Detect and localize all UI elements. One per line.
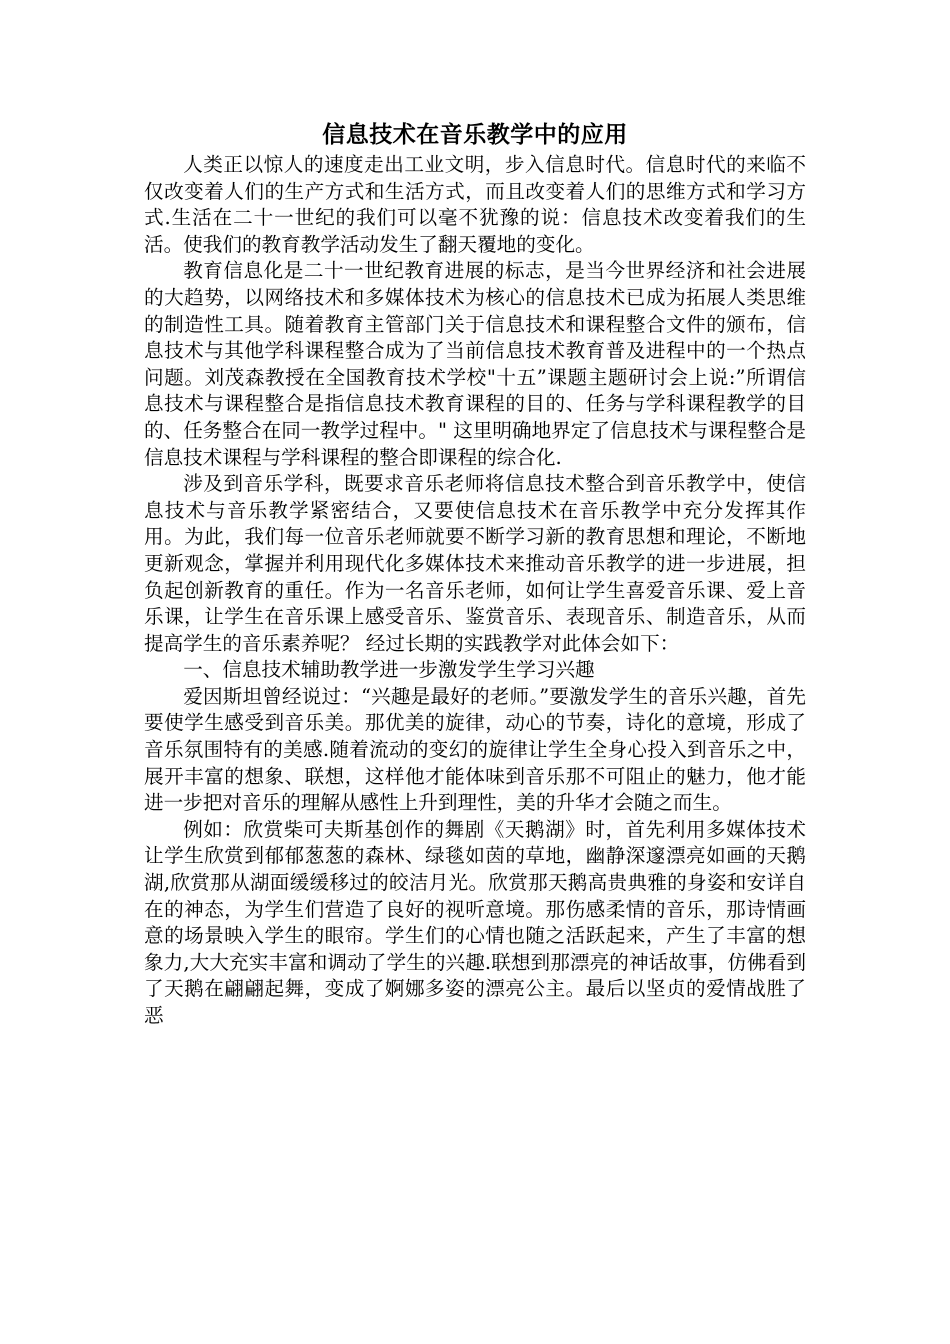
document-title: 信息技术在音乐教学中的应用 (322, 121, 628, 148)
paragraph-intro: 人类正以惊人的速度走出工业文明，步入信息时代。信息时代的来临不仅改变着人们的生产方式和生活方式，而且改变着人们的思维方式和学习方式.生活在二十一世纪的我们可以毫不犹豫的说：信息技术改变着我们的生活。使我们的教育教学活动发生了翻天覆地的变化。 (144, 153, 806, 256)
paragraph-education-informatization: 教育信息化是二十一世纪教育进展的标志，是当今世界经济和社会进展的大趋势，以网络技术和多媒体技术为核心的信息技术已成为拓展人类思维的制造性工具。随着教育主管部门关于信息技术和课程整合文件的颁布，信息技术与其他学科课程整合成为了当前信息技术教育普及进程中的一个热点问题。刘茂森教授在全国教育技术学校"十五”课题主题研讨会上说:”所谓信息技术与课程整合是指信息技术教育课程的目的、任务与学科课程教学的目的、任务整合在同一教学过程中。" 这里明确地界定了信息技术与课程整合是信息技术课程与学科课程的整合即课程的综合化. (144, 259, 806, 469)
document-page (144, 118, 806, 1030)
section-heading-1: 一、信息技术辅助教学进一步激发学生学习兴趣 (183, 658, 595, 682)
paragraph-music-subject: 涉及到音乐学科，既要求音乐老师将信息技术整合到音乐教学中，使信息技术与音乐教学紧密结合，又要使信息技术在音乐教学中充分发挥其作用。为此，我们每一位音乐老师就要不断学习新的教育思想和理论，不断地更新观念，掌握并利用现代化多媒体技术来推动音乐教学的进一步进展，担负起创新教育的重任。作为一名音乐老师，如何让学生喜爱音乐课、爱上音乐课，让学生在音乐课上感受音乐、鉴赏音乐、表现音乐、制造音乐，从而提高学生的音乐素养呢？ 经过长期的实践教学对此体会如下： (144, 472, 806, 655)
paragraph-einstein-interest: 爱因斯坦曾经说过：“兴趣是最好的老师。”要激发学生的音乐兴趣，首先要使学生感受到音乐美。那优美的旋律，动心的节奏，诗化的意境，形成了音乐氛围特有的美感.随着流动的变幻的旋律让学生全身心投入到音乐之中，展开丰富的想象、联想，这样他才能体味到音乐那不可阻止的魅力，他才能进一步把对音乐的理解从感性上升到理性，美的升华才会随之而生。 (144, 684, 806, 815)
paragraph-swan-lake-example: 例如：欣赏柴可夫斯基创作的舞剧《天鹅湖》时，首先利用多媒体技术让学生欣赏到郁郁葱葱的森林、绿毯如茵的草地，幽静深邃漂亮如画的天鹅湖,欣赏那从湖面缓缓移过的皎洁月光。欣赏那天鹅高贵典雅的身姿和安详自在的神态，为学生们营造了良好的视听意境。那伤感柔情的音乐，那诗情画意的场景映入学生的眼帘。学生们的心情也随之活跃起来，产生了丰富的想象力,大大充实丰富和调动了学生的兴趣.联想到那漂亮的神话故事，仿佛看到了天鹅在翩翩起舞，变成了婀娜多姿的漂亮公主。最后以坚贞的爱情战胜了恶 (144, 817, 806, 1027)
